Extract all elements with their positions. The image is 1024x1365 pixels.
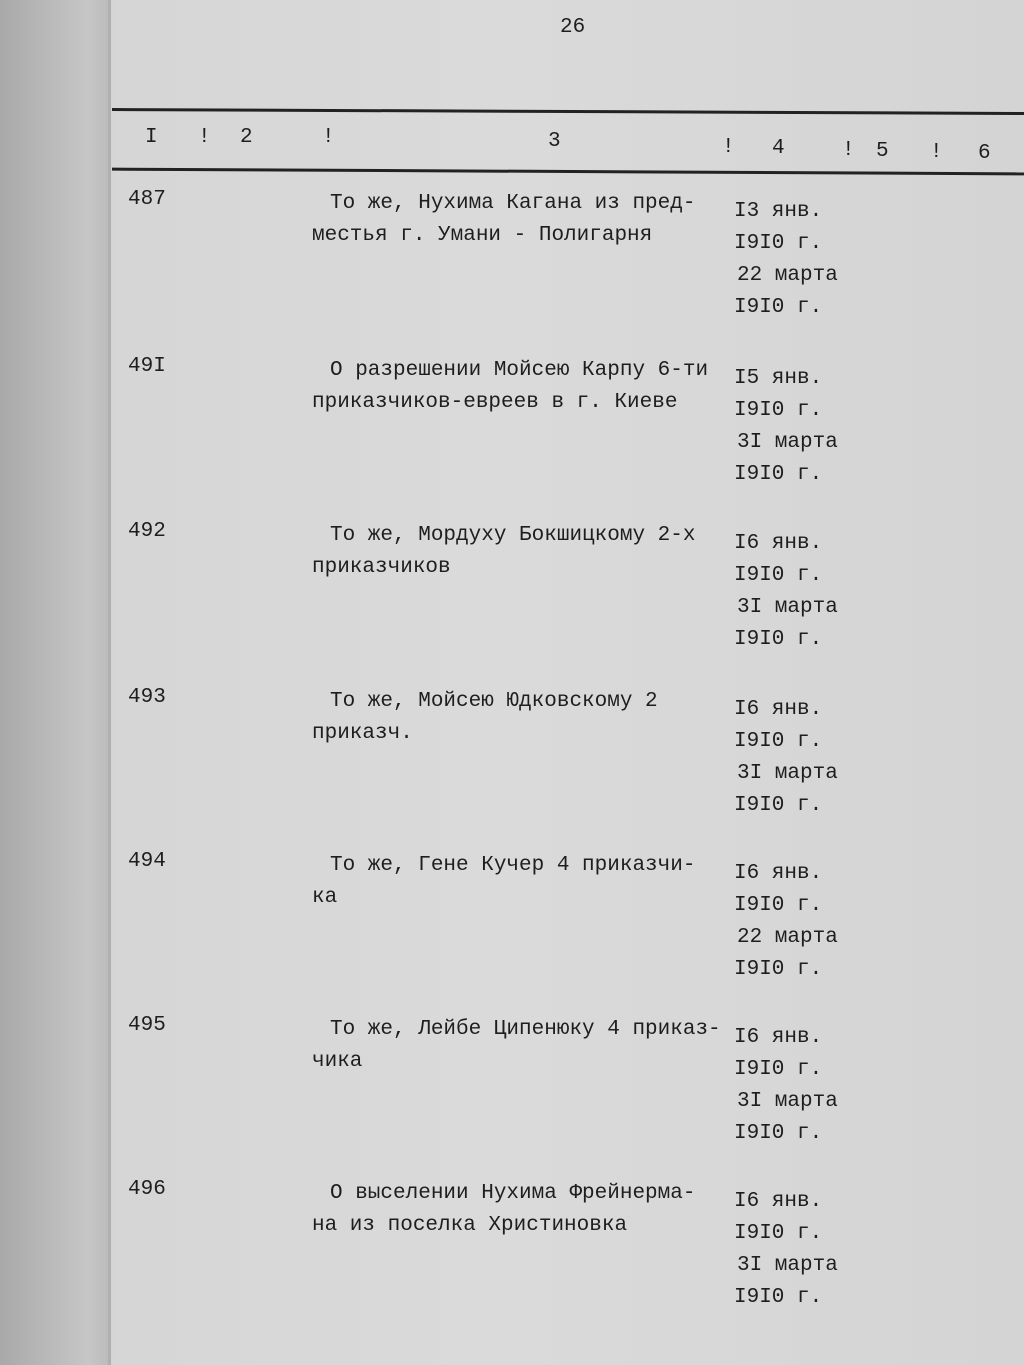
entry-date-line: I9I0 г. bbox=[734, 894, 823, 917]
entry-date-line: I9I0 г. bbox=[734, 296, 823, 319]
col-separator: ! bbox=[198, 126, 211, 149]
entry-description-line: О выселении Нухима Фрейнерма- bbox=[330, 1182, 696, 1205]
col-1-label: I bbox=[145, 126, 158, 149]
entry-date-line: I9I0 г. bbox=[734, 730, 823, 753]
col-separator: ! bbox=[322, 126, 335, 149]
entry-date-line: 3I марта bbox=[737, 1254, 838, 1277]
entry-description-line: То же, Нухима Кагана из пред- bbox=[330, 192, 696, 215]
header-top-rule bbox=[112, 108, 1024, 115]
entry-description-line: ка bbox=[312, 886, 338, 909]
header-bottom-rule bbox=[112, 168, 1024, 176]
page-number: 26 bbox=[560, 16, 586, 39]
entry-date-line: I9I0 г. bbox=[734, 628, 823, 651]
col-3-label: 3 bbox=[548, 130, 561, 153]
entry-date-line: I9I0 г. bbox=[734, 958, 823, 981]
col-6-label: 6 bbox=[978, 142, 991, 165]
col-5-label: 5 bbox=[876, 140, 889, 163]
entry-date-line: I6 янв. bbox=[734, 1026, 823, 1049]
entry-date-line: I6 янв. bbox=[734, 532, 823, 555]
col-2-label: 2 bbox=[240, 126, 253, 149]
entry-date-line: I9I0 г. bbox=[734, 564, 823, 587]
entry-date-line: I9I0 г. bbox=[734, 399, 823, 422]
entry-number: 493 bbox=[128, 686, 166, 709]
entry-date-line: 3I марта bbox=[737, 1090, 838, 1113]
entry-description-line: приказчиков bbox=[312, 556, 451, 579]
col-4-label: 4 bbox=[772, 137, 785, 160]
binding-edge bbox=[0, 0, 110, 1365]
entry-date-line: I6 янв. bbox=[734, 698, 823, 721]
col-separator: ! bbox=[722, 136, 735, 159]
entry-date-line: I9I0 г. bbox=[734, 1222, 823, 1245]
entry-date-line: I9I0 г. bbox=[734, 232, 823, 255]
entry-date-line: I5 янв. bbox=[734, 367, 823, 390]
entry-description-line: местья г. Умани - Полигарня bbox=[312, 224, 653, 247]
entry-description-line: То же, Лейбе Ципенюку 4 приказ- bbox=[330, 1018, 721, 1041]
entry-date-line: I9I0 г. bbox=[734, 794, 823, 817]
entry-number: 487 bbox=[128, 188, 166, 211]
entry-description-line: То же, Гене Кучер 4 приказчи- bbox=[330, 854, 696, 877]
entry-description-line: приказч. bbox=[312, 722, 413, 745]
entry-description-line: О разрешении Мойсею Карпу 6-ти bbox=[330, 359, 709, 382]
entry-date-line: I6 янв. bbox=[734, 1190, 823, 1213]
entry-date-line: I6 янв. bbox=[734, 862, 823, 885]
entry-number: 49I bbox=[128, 355, 166, 378]
col-separator: ! bbox=[842, 139, 855, 162]
entry-date-line: I9I0 г. bbox=[734, 1286, 823, 1309]
entry-date-line: I3 янв. bbox=[734, 200, 823, 223]
entry-description-line: чика bbox=[312, 1050, 363, 1073]
entry-date-line: I9I0 г. bbox=[734, 463, 823, 486]
entry-date-line: 22 марта bbox=[737, 926, 838, 949]
entry-description-line: на из поселка Христиновка bbox=[312, 1214, 628, 1237]
entry-date-line: I9I0 г. bbox=[734, 1122, 823, 1145]
entry-date-line: 22 марта bbox=[737, 264, 838, 287]
entry-description-line: приказчиков-евреев в г. Киеве bbox=[312, 391, 678, 414]
col-separator: ! bbox=[930, 141, 943, 164]
entry-date-line: 3I марта bbox=[737, 762, 838, 785]
entry-date-line: 3I марта bbox=[737, 596, 838, 619]
entry-number: 494 bbox=[128, 850, 166, 873]
entry-description-line: То же, Мордуху Бокшицкому 2-х bbox=[330, 524, 696, 547]
entry-description-line: То же, Мойсею Юдковскому 2 bbox=[330, 690, 658, 713]
entry-date-line: 3I марта bbox=[737, 431, 838, 454]
entry-number: 495 bbox=[128, 1014, 166, 1037]
page-edge-line bbox=[108, 0, 111, 1365]
entry-number: 492 bbox=[128, 520, 166, 543]
entry-date-line: I9I0 г. bbox=[734, 1058, 823, 1081]
entry-number: 496 bbox=[128, 1178, 166, 1201]
